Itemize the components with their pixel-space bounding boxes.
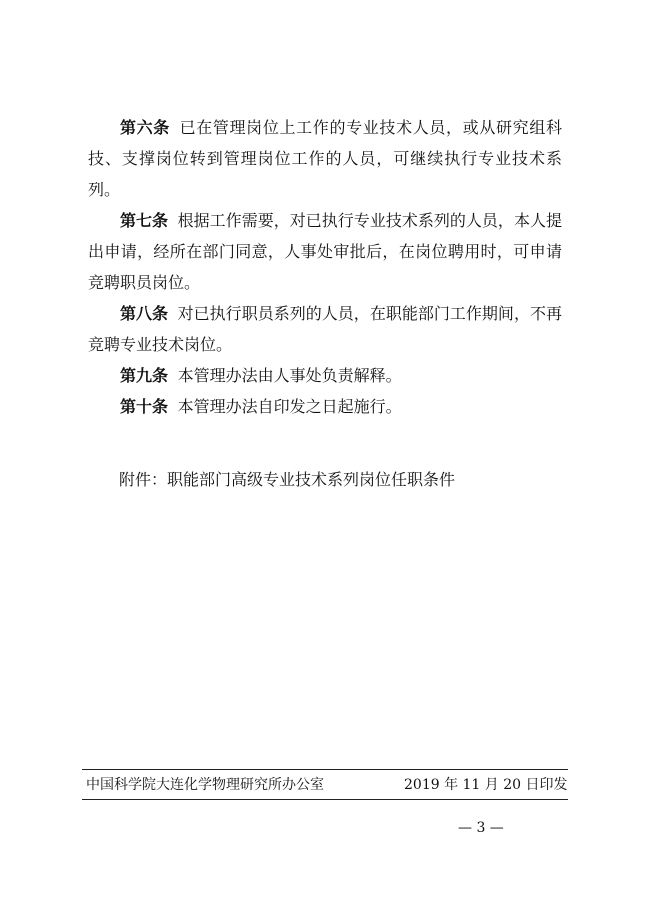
article-8 bbox=[88, 298, 562, 360]
article-number: 第七条 bbox=[120, 211, 169, 230]
article-number: 第十条 bbox=[120, 397, 169, 416]
article-7 bbox=[88, 205, 562, 298]
article-text: 本管理办法自印发之日起施行。 bbox=[177, 397, 402, 416]
footer-rule-bottom bbox=[82, 799, 568, 800]
article-number: 第六条 bbox=[120, 118, 170, 137]
footer-rule-top bbox=[82, 769, 568, 770]
article-6 bbox=[88, 112, 562, 205]
footer-issue-date: 2019 年 11 月 20 日印发 bbox=[404, 777, 568, 793]
article-10 bbox=[88, 391, 562, 422]
article-text: 根据工作需要，对已执行专业技术系列的人员，本人提出申请，经所在部门同意，人事处审批后，在岗位聘用时，可申请竞聘职员岗位。 bbox=[88, 211, 562, 292]
footer-issuer: 中国科学院大连化学物理研究所办公室 bbox=[86, 777, 324, 793]
articles-section bbox=[88, 112, 562, 422]
article-9 bbox=[88, 360, 562, 391]
article-text: 对已执行职员系列的人员，在职能部门工作期间，不再竞聘专业技术岗位。 bbox=[88, 304, 562, 354]
attachment-note: 附件：职能部门高级专业技术系列岗位任职条件 bbox=[119, 470, 456, 489]
page-number: — 3 — bbox=[458, 820, 504, 836]
article-number: 第八条 bbox=[120, 304, 169, 323]
article-text: 本管理办法由人事处负责解释。 bbox=[177, 366, 402, 385]
article-text: 已在管理岗位上工作的专业技术人员，或从研究组科技、支撑岗位转到管理岗位工作的人员，可继续执行专业技术系列。 bbox=[88, 118, 562, 199]
article-number: 第九条 bbox=[120, 366, 169, 385]
